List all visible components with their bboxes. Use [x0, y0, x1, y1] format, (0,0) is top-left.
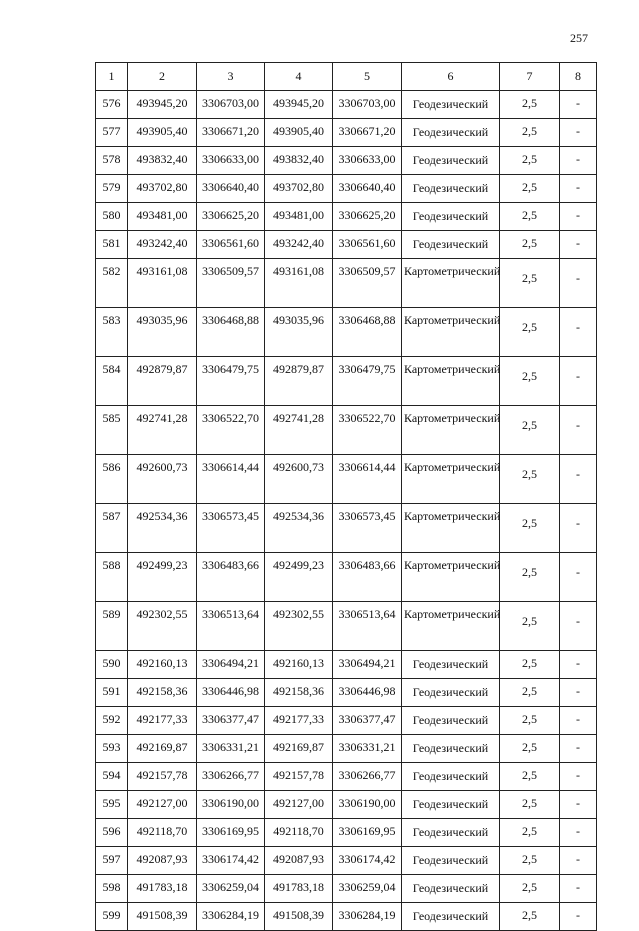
page-number: 257: [570, 31, 588, 45]
accuracy-cell: 2,5: [500, 553, 560, 602]
accuracy-cell: 2,5: [500, 91, 560, 119]
table-row: [96, 406, 597, 455]
note-cell: -: [560, 175, 597, 203]
note-cell: -: [560, 91, 597, 119]
accuracy-cell: 2,5: [500, 707, 560, 735]
x-coordinate-cell: 492600,73: [265, 455, 333, 504]
method-cell: Геодезический: [402, 175, 500, 203]
table-row: [96, 147, 597, 175]
note-cell: -: [560, 847, 597, 875]
y-coordinate-cell: 3306509,57: [333, 259, 402, 308]
accuracy-cell: 2,5: [500, 819, 560, 847]
y-coordinate-cell: 3306625,20: [197, 203, 265, 231]
y-coordinate-cell: 3306522,70: [197, 406, 265, 455]
method-cell: Геодезический: [402, 147, 500, 175]
accuracy-cell: 2,5: [500, 406, 560, 455]
y-coordinate-cell: 3306625,20: [333, 203, 402, 231]
accuracy-cell: 2,5: [500, 308, 560, 357]
point-number-cell: 588: [96, 553, 128, 602]
x-coordinate-cell: 492160,13: [128, 651, 197, 679]
table-row: [96, 903, 597, 931]
note-cell: -: [560, 903, 597, 931]
y-coordinate-cell: 3306522,70: [333, 406, 402, 455]
note-cell: -: [560, 231, 597, 259]
y-coordinate-cell: 3306174,42: [333, 847, 402, 875]
x-coordinate-cell: 492879,87: [128, 357, 197, 406]
table-row: [96, 259, 597, 308]
table-row: [96, 308, 597, 357]
accuracy-cell: 2,5: [500, 455, 560, 504]
x-coordinate-cell: 493242,40: [128, 231, 197, 259]
x-coordinate-cell: 493702,80: [128, 175, 197, 203]
y-coordinate-cell: 3306169,95: [197, 819, 265, 847]
method-cell: Геодезический: [402, 791, 500, 819]
method-cell: Картометрический: [402, 553, 500, 602]
x-coordinate-cell: 492157,78: [128, 763, 197, 791]
point-number-cell: 595: [96, 791, 128, 819]
point-number-cell: 586: [96, 455, 128, 504]
accuracy-cell: 2,5: [500, 602, 560, 651]
table-row: [96, 175, 597, 203]
accuracy-cell: 2,5: [500, 175, 560, 203]
method-cell: Геодезический: [402, 203, 500, 231]
note-cell: -: [560, 406, 597, 455]
y-coordinate-cell: 3306377,47: [333, 707, 402, 735]
y-coordinate-cell: 3306266,77: [197, 763, 265, 791]
x-coordinate-cell: 492127,00: [265, 791, 333, 819]
method-cell: Картометрический: [402, 259, 500, 308]
x-coordinate-cell: 491783,18: [265, 875, 333, 903]
x-coordinate-cell: 492087,93: [265, 847, 333, 875]
note-cell: -: [560, 651, 597, 679]
column-header: 5: [333, 63, 402, 91]
method-cell: Картометрический: [402, 455, 500, 504]
y-coordinate-cell: 3306561,60: [333, 231, 402, 259]
table-body: [96, 91, 597, 931]
note-cell: -: [560, 357, 597, 406]
y-coordinate-cell: 3306446,98: [333, 679, 402, 707]
x-coordinate-cell: 493702,80: [265, 175, 333, 203]
x-coordinate-cell: 493905,40: [128, 119, 197, 147]
x-coordinate-cell: 493945,20: [265, 91, 333, 119]
column-header: 8: [560, 63, 597, 91]
note-cell: -: [560, 308, 597, 357]
table-row: [96, 357, 597, 406]
x-coordinate-cell: 491508,39: [265, 903, 333, 931]
table-row: [96, 707, 597, 735]
accuracy-cell: 2,5: [500, 791, 560, 819]
y-coordinate-cell: 3306284,19: [333, 903, 402, 931]
point-number-cell: 587: [96, 504, 128, 553]
column-header: 1: [96, 63, 128, 91]
table-row: [96, 119, 597, 147]
point-number-cell: 585: [96, 406, 128, 455]
method-cell: Геодезический: [402, 763, 500, 791]
note-cell: -: [560, 875, 597, 903]
y-coordinate-cell: 3306331,21: [333, 735, 402, 763]
note-cell: -: [560, 504, 597, 553]
accuracy-cell: 2,5: [500, 357, 560, 406]
y-coordinate-cell: 3306561,60: [197, 231, 265, 259]
accuracy-cell: 2,5: [500, 875, 560, 903]
y-coordinate-cell: 3306169,95: [333, 819, 402, 847]
x-coordinate-cell: 493945,20: [128, 91, 197, 119]
accuracy-cell: 2,5: [500, 903, 560, 931]
y-coordinate-cell: 3306190,00: [197, 791, 265, 819]
accuracy-cell: 2,5: [500, 119, 560, 147]
y-coordinate-cell: 3306509,57: [197, 259, 265, 308]
method-cell: Картометрический: [402, 602, 500, 651]
x-coordinate-cell: 493832,40: [128, 147, 197, 175]
point-number-cell: 579: [96, 175, 128, 203]
coordinates-table: [95, 62, 597, 931]
x-coordinate-cell: 492157,78: [265, 763, 333, 791]
x-coordinate-cell: 492127,00: [128, 791, 197, 819]
note-cell: -: [560, 553, 597, 602]
table-row: [96, 91, 597, 119]
table-row: [96, 763, 597, 791]
accuracy-cell: 2,5: [500, 203, 560, 231]
x-coordinate-cell: 493832,40: [265, 147, 333, 175]
x-coordinate-cell: 492741,28: [128, 406, 197, 455]
y-coordinate-cell: 3306331,21: [197, 735, 265, 763]
accuracy-cell: 2,5: [500, 147, 560, 175]
table-row: [96, 602, 597, 651]
y-coordinate-cell: 3306259,04: [197, 875, 265, 903]
table-row: [96, 651, 597, 679]
note-cell: -: [560, 119, 597, 147]
table-row: [96, 455, 597, 504]
y-coordinate-cell: 3306284,19: [197, 903, 265, 931]
note-cell: -: [560, 735, 597, 763]
y-coordinate-cell: 3306174,42: [197, 847, 265, 875]
point-number-cell: 598: [96, 875, 128, 903]
x-coordinate-cell: 492177,33: [128, 707, 197, 735]
method-cell: Геодезический: [402, 847, 500, 875]
point-number-cell: 596: [96, 819, 128, 847]
y-coordinate-cell: 3306483,66: [197, 553, 265, 602]
point-number-cell: 578: [96, 147, 128, 175]
point-number-cell: 594: [96, 763, 128, 791]
accuracy-cell: 2,5: [500, 763, 560, 791]
point-number-cell: 590: [96, 651, 128, 679]
accuracy-cell: 2,5: [500, 679, 560, 707]
column-header: 7: [500, 63, 560, 91]
accuracy-cell: 2,5: [500, 504, 560, 553]
x-coordinate-cell: 492499,23: [265, 553, 333, 602]
x-coordinate-cell: 493035,96: [128, 308, 197, 357]
method-cell: Геодезический: [402, 651, 500, 679]
method-cell: Геодезический: [402, 875, 500, 903]
x-coordinate-cell: 493161,08: [265, 259, 333, 308]
y-coordinate-cell: 3306483,66: [333, 553, 402, 602]
x-coordinate-cell: 492160,13: [265, 651, 333, 679]
point-number-cell: 580: [96, 203, 128, 231]
table-row: [96, 553, 597, 602]
note-cell: -: [560, 763, 597, 791]
y-coordinate-cell: 3306479,75: [197, 357, 265, 406]
accuracy-cell: 2,5: [500, 259, 560, 308]
method-cell: Геодезический: [402, 903, 500, 931]
table-row: [96, 203, 597, 231]
method-cell: Геодезический: [402, 119, 500, 147]
point-number-cell: 599: [96, 903, 128, 931]
note-cell: -: [560, 455, 597, 504]
column-header: 2: [128, 63, 197, 91]
y-coordinate-cell: 3306479,75: [333, 357, 402, 406]
y-coordinate-cell: 3306671,20: [333, 119, 402, 147]
point-number-cell: 577: [96, 119, 128, 147]
y-coordinate-cell: 3306468,88: [197, 308, 265, 357]
y-coordinate-cell: 3306190,00: [333, 791, 402, 819]
y-coordinate-cell: 3306640,40: [197, 175, 265, 203]
table-row: [96, 504, 597, 553]
note-cell: -: [560, 203, 597, 231]
method-cell: Геодезический: [402, 819, 500, 847]
x-coordinate-cell: 492158,36: [265, 679, 333, 707]
y-coordinate-cell: 3306703,00: [333, 91, 402, 119]
x-coordinate-cell: 493905,40: [265, 119, 333, 147]
method-cell: Геодезический: [402, 707, 500, 735]
y-coordinate-cell: 3306633,00: [333, 147, 402, 175]
x-coordinate-cell: 492600,73: [128, 455, 197, 504]
y-coordinate-cell: 3306259,04: [333, 875, 402, 903]
method-cell: Картометрический: [402, 504, 500, 553]
table-row: [96, 231, 597, 259]
method-cell: Картометрический: [402, 406, 500, 455]
point-number-cell: 593: [96, 735, 128, 763]
x-coordinate-cell: 492169,87: [128, 735, 197, 763]
point-number-cell: 591: [96, 679, 128, 707]
note-cell: -: [560, 707, 597, 735]
method-cell: Картометрический: [402, 308, 500, 357]
y-coordinate-cell: 3306573,45: [197, 504, 265, 553]
x-coordinate-cell: 492534,36: [265, 504, 333, 553]
note-cell: -: [560, 259, 597, 308]
x-coordinate-cell: 492169,87: [265, 735, 333, 763]
y-coordinate-cell: 3306446,98: [197, 679, 265, 707]
y-coordinate-cell: 3306614,44: [333, 455, 402, 504]
x-coordinate-cell: 492177,33: [265, 707, 333, 735]
point-number-cell: 597: [96, 847, 128, 875]
column-header: 3: [197, 63, 265, 91]
method-cell: Геодезический: [402, 735, 500, 763]
table-row: [96, 791, 597, 819]
point-number-cell: 584: [96, 357, 128, 406]
method-cell: Геодезический: [402, 231, 500, 259]
y-coordinate-cell: 3306513,64: [333, 602, 402, 651]
y-coordinate-cell: 3306513,64: [197, 602, 265, 651]
y-coordinate-cell: 3306494,21: [197, 651, 265, 679]
method-cell: Геодезический: [402, 679, 500, 707]
x-coordinate-cell: 492302,55: [265, 602, 333, 651]
accuracy-cell: 2,5: [500, 847, 560, 875]
column-header: 4: [265, 63, 333, 91]
x-coordinate-cell: 492087,93: [128, 847, 197, 875]
x-coordinate-cell: 493161,08: [128, 259, 197, 308]
x-coordinate-cell: 492741,28: [265, 406, 333, 455]
y-coordinate-cell: 3306494,21: [333, 651, 402, 679]
x-coordinate-cell: 493481,00: [128, 203, 197, 231]
table-row: [96, 679, 597, 707]
x-coordinate-cell: 492534,36: [128, 504, 197, 553]
method-cell: Геодезический: [402, 91, 500, 119]
x-coordinate-cell: 492158,36: [128, 679, 197, 707]
accuracy-cell: 2,5: [500, 651, 560, 679]
column-header: 6: [402, 63, 500, 91]
y-coordinate-cell: 3306703,00: [197, 91, 265, 119]
note-cell: -: [560, 602, 597, 651]
y-coordinate-cell: 3306266,77: [333, 763, 402, 791]
point-number-cell: 583: [96, 308, 128, 357]
x-coordinate-cell: 493242,40: [265, 231, 333, 259]
note-cell: -: [560, 791, 597, 819]
method-cell: Картометрический: [402, 357, 500, 406]
y-coordinate-cell: 3306671,20: [197, 119, 265, 147]
table-row: [96, 875, 597, 903]
x-coordinate-cell: 493481,00: [265, 203, 333, 231]
note-cell: -: [560, 679, 597, 707]
accuracy-cell: 2,5: [500, 231, 560, 259]
point-number-cell: 582: [96, 259, 128, 308]
x-coordinate-cell: 492499,23: [128, 553, 197, 602]
y-coordinate-cell: 3306614,44: [197, 455, 265, 504]
x-coordinate-cell: 492118,70: [128, 819, 197, 847]
x-coordinate-cell: 491783,18: [128, 875, 197, 903]
y-coordinate-cell: 3306468,88: [333, 308, 402, 357]
x-coordinate-cell: 492879,87: [265, 357, 333, 406]
point-number-cell: 589: [96, 602, 128, 651]
table-row: [96, 735, 597, 763]
x-coordinate-cell: 493035,96: [265, 308, 333, 357]
y-coordinate-cell: 3306640,40: [333, 175, 402, 203]
point-number-cell: 576: [96, 91, 128, 119]
table-header-row: [96, 63, 597, 91]
table-row: [96, 819, 597, 847]
y-coordinate-cell: 3306633,00: [197, 147, 265, 175]
x-coordinate-cell: 492302,55: [128, 602, 197, 651]
y-coordinate-cell: 3306573,45: [333, 504, 402, 553]
note-cell: -: [560, 819, 597, 847]
note-cell: -: [560, 147, 597, 175]
y-coordinate-cell: 3306377,47: [197, 707, 265, 735]
point-number-cell: 592: [96, 707, 128, 735]
x-coordinate-cell: 492118,70: [265, 819, 333, 847]
table-row: [96, 847, 597, 875]
accuracy-cell: 2,5: [500, 735, 560, 763]
x-coordinate-cell: 491508,39: [128, 903, 197, 931]
point-number-cell: 581: [96, 231, 128, 259]
